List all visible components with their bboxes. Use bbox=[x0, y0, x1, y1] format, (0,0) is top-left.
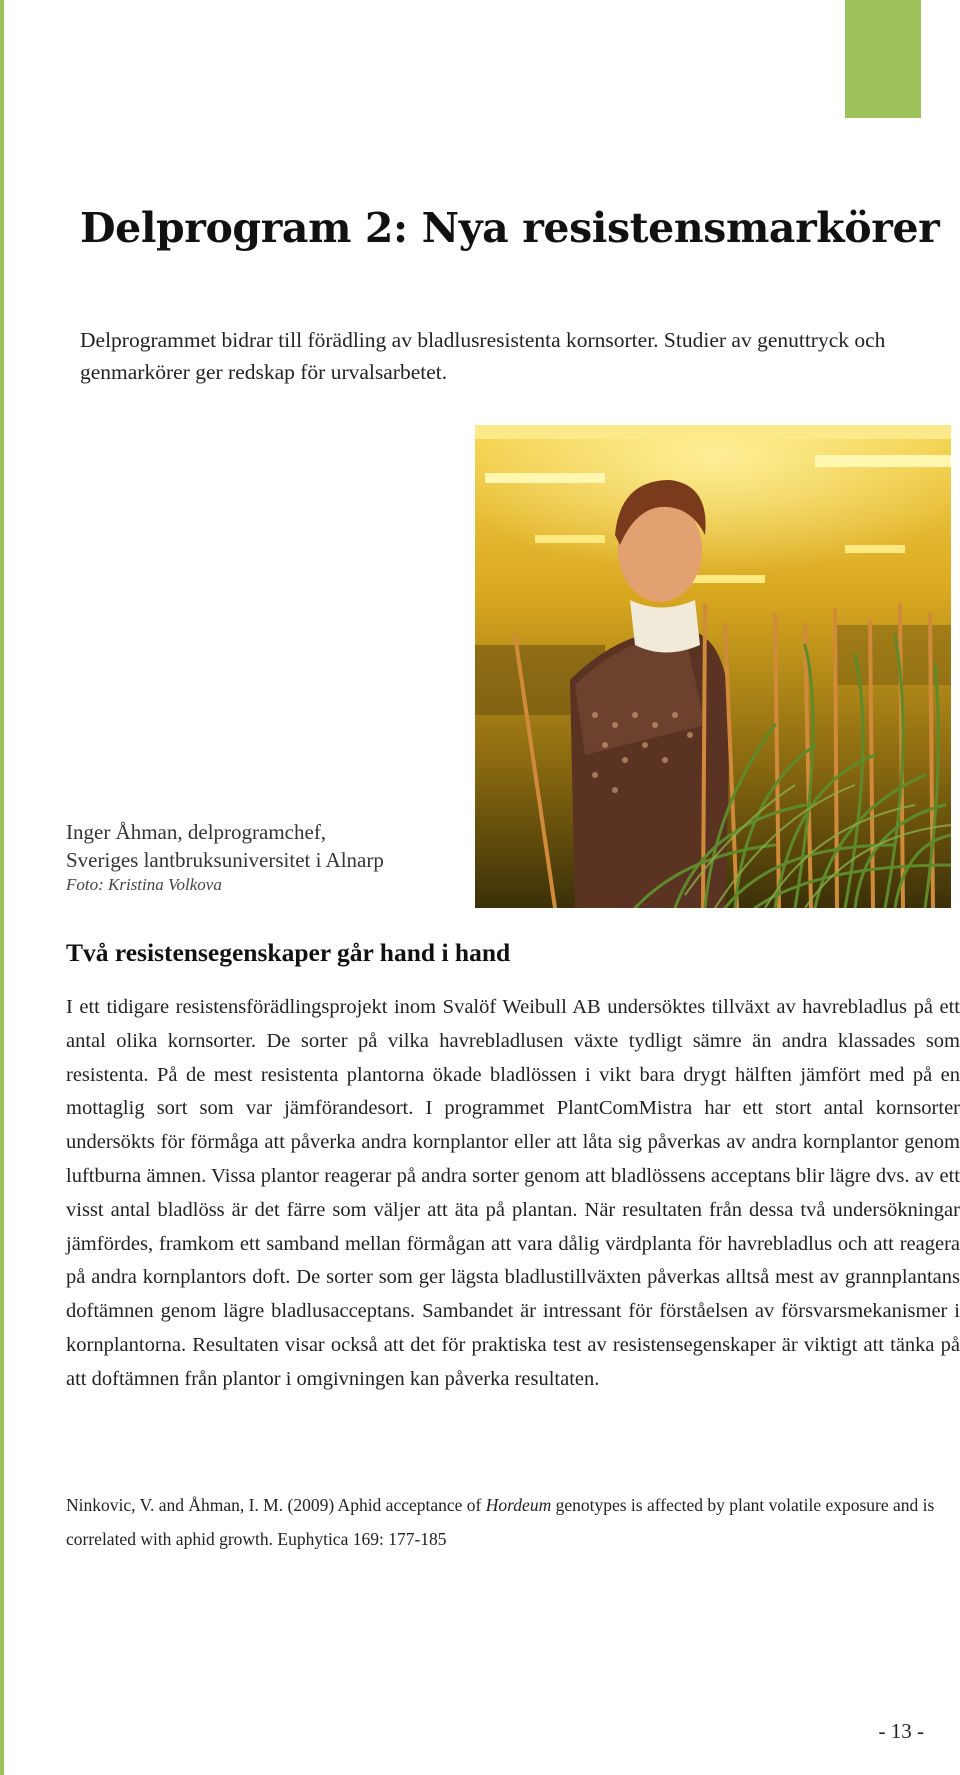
caption-line-affiliation: Sveriges lantbruksuniversitet i Alnarp bbox=[66, 848, 384, 872]
caption-line-name: Inger Åhman, delprogramchef, bbox=[66, 820, 327, 844]
page-title: Delprogram 2: Nya resistensmarkörer bbox=[80, 204, 940, 252]
reference-text-end: genotypes is affected by plant volatile exposure and is correlated with aphid growth. Euphytica 169: 177-185 bbox=[66, 1495, 935, 1549]
greenhouse-photo bbox=[475, 425, 951, 908]
left-accent-rule bbox=[0, 0, 4, 1775]
section-subheading: Två resistensegenskaper går hand i hand bbox=[66, 938, 511, 967]
reference-citation bbox=[66, 1488, 946, 1556]
section-tab-marker bbox=[845, 0, 921, 118]
body-paragraph: I ett tidigare resistensförädlingsprojekt inom Svalöf Weibull AB undersöktes tillväxt av havrebladlus på ett antal olika kornsorter. De sorter på vilka havrebladlusen växte tydligt sämre än andra klassades som resistenta. På de mest resistenta plantorna ökade bladlössen i vikt bara drygt hälften jämfört med på en mottaglig sort som var jämförandesort. I programmet PlantComMistra har ett stort antal kornsorter undersökts för förmåga att påverka andra kornplantor eller att låta sig påverkas av andra kornplantor genom luftburna ämnen. Vissa plantor reagerar på andra sorter genom att bladlössens acceptans blir lägre dvs. av ett visst antal bladlöss är det färre som väljer att äta på plantan. När resultaten från dessa två undersökningar jämfördes, framkom ett samband mellan förmågan att vara dålig värdplanta för havrebladlus och att reagera på andra kornplantors doft. De sorter som ger lägsta bladlustillväxten påverkas alltså mest av grannplantans doftämnen genom lägre bladlusacceptans. Sambandet är intressant för förståelsen av försvarsmekanismer i kornplantorna. Resultaten visar också att det för praktiska test av resistensegenskaper är viktigt att tänka på att doftämnen från plantor i omgivningen kan påverka resultaten. bbox=[66, 996, 960, 1390]
reference-text-start: Ninkovic, V. and Åhman, I. M. (2009) Aphid acceptance of bbox=[66, 1495, 486, 1515]
reference-italic-genus: Hordeum bbox=[485, 1495, 552, 1515]
page-number: - 13 - bbox=[878, 1719, 924, 1743]
greenhouse-photo-illustration bbox=[475, 425, 951, 908]
photo-credit: Foto: Kristina Volkova bbox=[66, 875, 222, 894]
photo-caption bbox=[66, 818, 466, 896]
intro-paragraph: Delprogrammet bidrar till förädling av bladlusresistenta kornsorter. Studier av genuttryck och genmarkörer ger redskap för urvalsarbetet. bbox=[80, 328, 886, 384]
